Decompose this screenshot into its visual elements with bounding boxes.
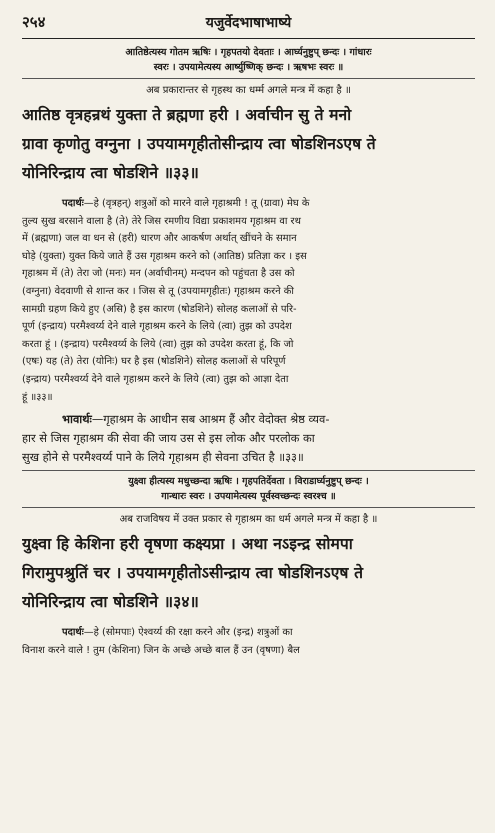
intro-line: अब राजविषय में उक्त प्रकार से गृहाश्रम का धर्म अगले मन्त्र में कहा है ॥ [119,514,378,526]
meta-line: गान्धारः स्वरः । उपयामेत्यस्य पूर्वस्वच्छन्दः स्वरश्च ॥ [161,491,336,503]
padarth-line: में (ब्रह्मणा) जल वा धन से (हरी) धारण और आकर्षण अर्थात् खींचने के समान [22,233,297,245]
mantra-line: आतिष्ठ वृत्रहन्रथं युक्ता ते ब्रह्मणा हरी । अर्वाचीन सु ते मनो [22,106,352,124]
padarth-line: गृहाश्रम में (ते) तेरा जो (मनः) मन (अर्वाचीनम्) मन्दपन को पहुंचता है उस को [22,268,295,280]
bhavarth-line: हार से जिस गृहाश्रम की सेवा की जाय उस से इस लोक और परलोक का [22,431,315,446]
padarth-line: (वग्नुना) वेदवाणी से शान्त कर । जिस से तू (उपयामगृहीतः) गृहाश्रम करने की [22,285,294,297]
padarth-line [22,195,475,213]
padarth-text: —हे (वृत्रहन्) शत्रुओं को मारने वाले गृहाश्रमी ! तू (ग्रावा) मेघ के [83,198,310,209]
bhavarth-line: सुख होने से परमैश्वर्य्य पाने के लिये गृहाश्रम ही सेवना उचित है ॥३३॥ [22,450,304,465]
padarth-line [22,624,475,642]
bhavarth-label: भावार्थः [62,412,92,427]
section-34 [22,470,475,659]
padarth-line: पूर्ण (इन्द्राय) परमैश्वर्य्य देने वाले गृहाश्रम करने के लिये (त्वा) तुझ को उपदेश [22,321,292,333]
padarth-label: पदार्थः [62,198,84,209]
intro-line: अब प्रकारान्तर से गृहस्थ का धर्म्म अगले मन्त्र में कहा है ॥ [146,85,351,96]
padarth-line: (इन्द्राय) परमैश्वर्य्य देने वाले गृहाश्रम करने के लिये (त्वा) तुझ को आज्ञा देता [22,373,289,385]
running-title: यजुर्वेदभाषाभाष्ये [205,15,292,31]
padarth-text: —हे (सोमपाः) ऐश्वर्य्य की रक्षा करने और (इन्द्र) शत्रुओं का [83,627,293,639]
meta-line: युक्ष्वा हीत्यस्य मधुच्छन्दा ऋषिः । गृहपतिर्देवता । विराडार्घ्यनुष्टुप् छन्दः । [128,476,369,488]
meta-rule [22,470,475,471]
meta-rule [22,78,475,79]
section-33 [22,45,475,467]
bhavarth-text: —गृहाश्रम के आधीन सब आश्रम हैं और वेदोक्त श्रेष्ठ व्यव- [91,412,330,427]
page-number: २५४ [22,13,46,31]
mantra-line: युक्ष्वा हि केशिना हरी वृषणा कक्ष्यप्रा । अथा नऽइन्द्र सोमपा [22,535,353,554]
padarth-line: (एषः) यह (ते) तेरा (योनिः) घर है इस (षोडशिने) सोलह कलाओं से परिपूर्ण [22,356,286,368]
meta-line: स्वरः । उपयामेत्यस्य आर्ष्युष्णिक् छन्दः । ऋषभः स्वरः ॥ [153,62,344,73]
mantra-line: योनिरिन्द्राय त्वा षोडशिने ॥३३॥ [22,164,199,182]
header-rule [22,38,475,39]
padarth-line: सामग्री ग्रहण किये हुए (असि) है इस कारण (षोडशिने) सोलह कलाओं से परि- [22,303,297,315]
page-header [22,12,475,34]
padarth-line: तुल्य सुख बरसाने वाला है (ते) तेरे जिस रमणीय विद्या प्रकाशमय गृहाश्रम वा रथ [22,215,301,227]
padarth-line: घोड़े (युक्ता) युक्त किये जाते हैं उस गृहाश्रम करने को (आतिष्ठ) प्रतिज्ञा कर । इस [22,250,307,262]
padarth-line: विनाश करने वाले ! तुम (केशिना) जिन के अच्छे अच्छे बाल हैं उन (वृषणा) बैल [22,644,300,656]
mantra-line: ग्रावा कृणोतु वग्नुना । उपयामगृहीतोसीन्द्राय त्वा षोडशिनऽएष ते [22,135,376,153]
meta-line: आतिष्ठेत्यस्य गोतम ऋषिः । गृहपतयो देवताः । आर्घ्यनुष्टुप् छन्दः । गांधारः [125,47,372,58]
padarth-line: करता हूं । (इन्द्राय) परमैश्वर्य्य के लिये (त्वा) तुझ को उपदेश करता हूं, कि जो [22,338,294,350]
meta-rule [22,507,475,508]
mantra-line: गिरामुपश्रुतिं चर । उपयामगृहीतोऽसीन्द्राय त्वा षोडशिनऽएष ते [22,564,364,583]
padarth-line: हूं ॥३३॥ [22,391,53,403]
padarth-label: पदार्थः [62,627,84,639]
bhavarth-line [22,410,475,429]
mantra-line: योनिरिन्द्राय त्वा षोडशिने ॥३४॥ [22,593,199,612]
